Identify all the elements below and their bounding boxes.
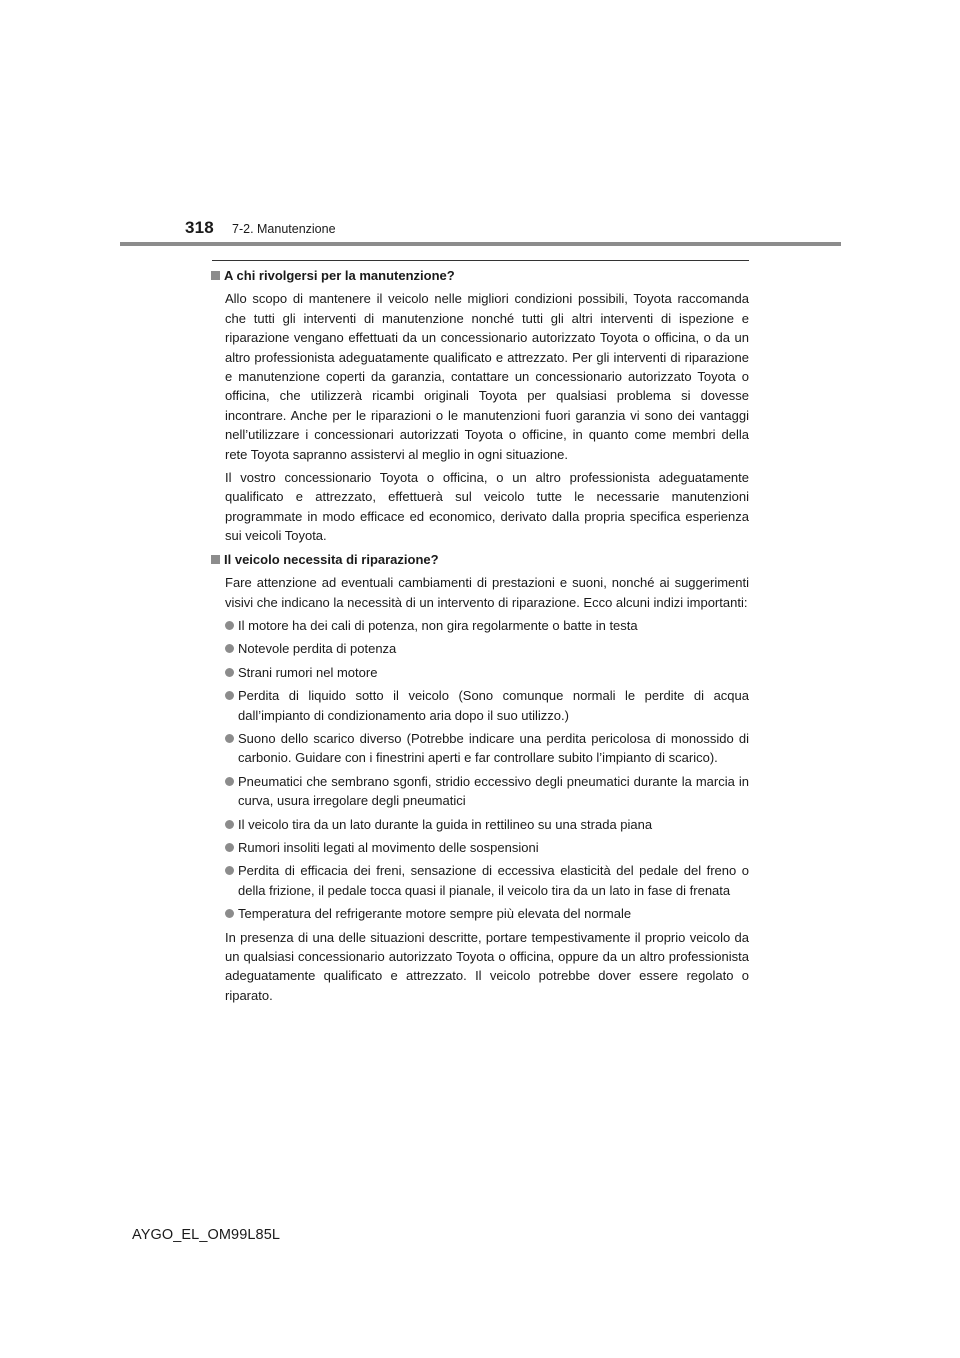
list-item: [211, 639, 749, 658]
section-maintenance-contact: [211, 266, 749, 546]
body-paragraph: Il vostro concessionario Toyota o officina, o un altro professionista adeguatamente qualificato e attrezzato, effettuerà sul veicolo tutte le necessarie manutenzioni programmate in modo efficace ed economico, derivato dalla propria specifica esperienza sui veicoli Toyota.: [225, 470, 749, 544]
heading-text: A chi rivolgersi per la manutenzione?: [224, 268, 455, 283]
list-item: [211, 729, 749, 768]
symptom-list: [211, 616, 749, 924]
list-item-text: Strani rumori nel motore: [238, 664, 378, 680]
header-rule: [120, 242, 841, 246]
list-item: [211, 815, 749, 834]
section-heading: [211, 266, 749, 285]
square-bullet-icon: [211, 555, 220, 564]
circle-bullet-icon: [225, 843, 234, 852]
list-item-text: Pneumatici che sembrano sgonfi, stridio eccessivo degli pneumatici durante la marcia in curva, usura irregolare degli pneumatici: [238, 773, 749, 809]
list-item-text: Temperatura del refrigerante motore sempre più elevata del normale: [238, 906, 632, 922]
list-item-text: Perdita di liquido sotto il veicolo (Sono comunque normali le perdite di acqua dall’impianto di condizionamento aria dopo il suo utilizzo.): [238, 688, 749, 723]
list-item-text: Rumori insoliti legati al movimento delle sospensioni: [238, 839, 539, 855]
list-item-text: Suono dello scarico diverso (Potrebbe indicare una perdita pericolosa di monossido di carbonio. Guidare con i finestrini aperti e far controllare subito l’impianto di scarico).: [238, 730, 749, 766]
document-code: AYGO_EL_OM99L85L: [132, 1227, 281, 1243]
circle-bullet-icon: [225, 777, 234, 786]
content-rule: [212, 260, 749, 261]
list-item-text: Notevole perdita di potenza: [238, 641, 397, 657]
circle-bullet-icon: [225, 909, 234, 918]
heading-text: Il veicolo necessita di riparazione?: [224, 551, 439, 567]
list-item-text: Perdita di efficacia dei freni, sensazione di eccessiva elasticità del pedale del freno o della frizione, il pedale tocca quasi il pianale, il veicolo tira da un lato in fase di frenata: [238, 863, 749, 898]
list-item: [211, 686, 749, 725]
list-item: [211, 838, 749, 857]
circle-bullet-icon: [225, 621, 234, 630]
intro-paragraph: Fare attenzione ad eventuali cambiamenti di prestazioni e suoni, nonché ai suggerimenti visivi che indicano la necessità di un intervento di riparazione. Ecco alcuni indizi importanti:: [225, 575, 749, 610]
circle-bullet-icon: [225, 820, 234, 829]
list-item-text: Il motore ha dei cali di potenza, non gira regolarmente o batte in testa: [238, 617, 638, 633]
square-bullet-icon: [211, 271, 220, 280]
manual-content: [211, 266, 749, 1009]
list-item: [211, 861, 749, 900]
section-repair-needed: [211, 550, 749, 1006]
list-item-text: Il veicolo tira da un lato durante la guida in rettilineo su una strada piana: [238, 816, 653, 832]
closing-paragraph: In presenza di una delle situazioni descritte, portare tempestivamente il proprio veicolo da un qualsiasi concessionario autorizzato Toyota o officina, oppure da un altro professionista adeguatamente qualificato e attrezzato. Il veicolo potrebbe dover essere regolato o riparato.: [225, 929, 749, 1003]
circle-bullet-icon: [225, 691, 234, 700]
list-item: [211, 904, 749, 923]
circle-bullet-icon: [225, 734, 234, 743]
circle-bullet-icon: [225, 644, 234, 653]
section-title: 7-2. Manutenzione: [232, 222, 336, 236]
body-paragraph: Allo scopo di mantenere il veicolo nelle migliori condizioni possibili, Toyota raccomanda che tutti gli interventi di manutenzione nonché tutti gli altri interventi di ispezione e riparazione vengano effettuati da un concessionario autorizzato Toyota o officina, o da un altro professionista adeguatamente qualificato e attrezzato. Per gli interventi di riparazione e manutenzione coperti da garanzia, contattare un concessionario autorizzato Toyota o officina, che utilizzerà ricambi originali Toyota per qualsiasi problema si dovesse incontrare. Anche per le riparazioni o le manutenzioni fuori garanzia vi sono dei vantaggi nell’utilizzare i concessionari autorizzati Toyota o officine, in quanto come membri della rete Toyota sapranno assistervi al meglio in ogni situazione.: [225, 291, 749, 462]
page-number: 318: [185, 218, 214, 237]
circle-bullet-icon: [225, 668, 234, 677]
circle-bullet-icon: [225, 866, 234, 875]
list-item: [211, 663, 749, 682]
list-item: [211, 616, 749, 635]
section-heading: [211, 550, 749, 569]
list-item: [211, 772, 749, 811]
